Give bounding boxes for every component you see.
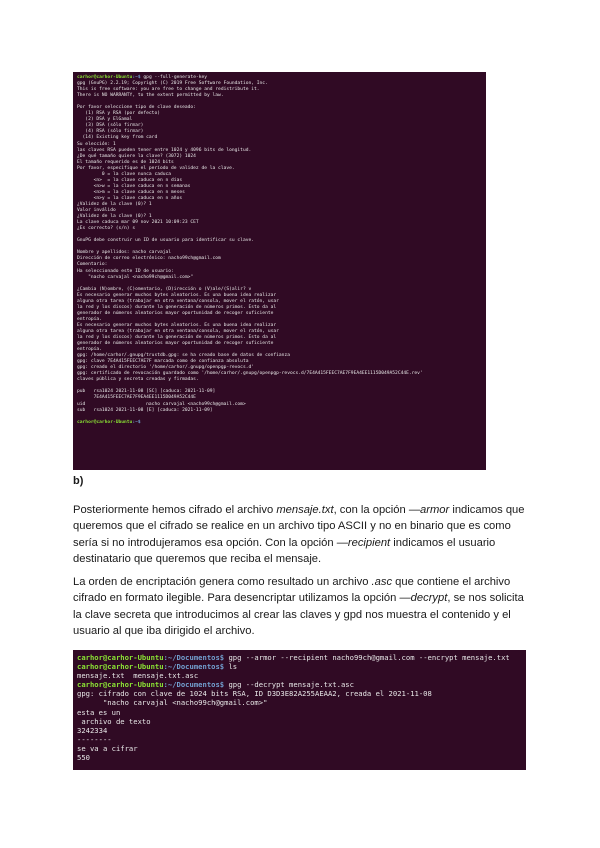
- prompt-command: gpg --armor --recipient nacho99ch@gmail.com --encrypt mensaje.txt: [224, 653, 510, 662]
- prompt-user: carhor@carhor-Ubuntu: [77, 75, 133, 80]
- terminal-output-line: gpg: certificado de revocación guardado como '/home/carhor/.gnupg/openpgp-revocs.d/7E4A415FEEC7AE7F9EA4EE1115D049A52C44E.rev': [77, 371, 423, 377]
- terminal-output-line: 3242334: [77, 725, 108, 735]
- terminal-output-line: entropía.: [77, 347, 102, 353]
- italic-span: —decrypt: [399, 592, 448, 605]
- prompt-path: :~$: [132, 75, 141, 80]
- terminal-prompt-line: [77, 680, 522, 689]
- text-span: indicamos que queremos que el cifrado se realice en un archivo tipo ASCII y no en binario que es como sería si no introdujeramos esa opción. Con la opción: [73, 504, 525, 549]
- italic-span: mensaje.txt: [276, 504, 334, 516]
- prompt-path: :~/Documentos$: [163, 680, 225, 690]
- terminal-output-line: (2) DSA y ElGamal: [77, 117, 133, 123]
- terminal-output-line: Es necesario generar muchos bytes aleatorios. Es una buena idea realizar: [77, 292, 277, 298]
- terminal-output-line: (14) Existing key from card: [77, 135, 158, 141]
- terminal-output-line: alguna otra tarea (trabajar en otra ventana/consola, mover el ratón, usar: [77, 328, 279, 334]
- prompt-path: :~/Documentos$: [163, 653, 225, 662]
- prompt-user: carhor@carhor-Ubuntu: [77, 662, 164, 672]
- terminal-output-line: claves pública y secreta creadas y firmadas.: [77, 377, 199, 383]
- terminal-output-line: El tamaño requerido es de 1024 bits: [77, 159, 174, 165]
- prompt-user: carhor@carhor-Ubuntu: [77, 419, 133, 425]
- prompt-user: carhor@carhor-Ubuntu: [77, 680, 164, 690]
- terminal-output-line: --------: [77, 734, 112, 744]
- text-span: que contiene el archivo cifrado en formato ilegible. Para desencriptar utilizamos la opción: [73, 576, 511, 605]
- text-span: , con la opción: [333, 504, 409, 516]
- terminal-output-line: "nacho carvajal <nacho99ch@gmail.com>": [77, 698, 268, 708]
- terminal-output-line: Dirección de correo electrónico: nacho99ch@gmail.com: [77, 256, 221, 262]
- terminal-output-line: generador de números aleatorios mayor oportunidad de recoger suficiente: [77, 341, 274, 347]
- prompt-command: ls: [224, 662, 238, 672]
- prompt-command: gpg --decrypt mensaje.txt.asc: [224, 680, 354, 690]
- text-span: La orden de encriptación genera como resultado un archivo: [73, 576, 372, 588]
- italic-span: —recipient: [336, 536, 391, 549]
- terminal-output-line: ¿Validez de la clave (0)? 1: [77, 214, 152, 220]
- terminal-output-line: Es necesario generar muchos bytes aleatorios. Es una buena idea realizar: [77, 322, 277, 328]
- terminal-output-line: (3) DSA (sólo firmar): [77, 123, 144, 129]
- terminal-output-line: se va a cifrar: [77, 743, 138, 753]
- terminal-prompt-line: [77, 662, 522, 671]
- terminal-output-line: ¿Cambia (N)ombre, (C)omentario, (D)irección o (V)ale/(S)alir? v: [77, 286, 252, 292]
- terminal-output-line: <n>m = la clave caduca en n meses: [77, 189, 185, 195]
- terminal-output-line: <n>y = la clave caduca en n años: [77, 195, 183, 201]
- terminal-output-line: entropía.: [77, 316, 102, 322]
- terminal-output-line: pub rsa1024 2021-11-08 [SC] [caduca: 2021-11-09]: [77, 389, 216, 395]
- terminal-output-line: sub rsa1024 2021-11-08 [E] [caduca: 2021-11-09]: [77, 407, 213, 413]
- prompt-path: :~/Documentos$: [163, 662, 225, 672]
- prompt-user: carhor@carhor-Ubuntu: [77, 653, 164, 662]
- terminal-output-line: Valor inválido: [77, 208, 116, 214]
- text-span: Posteriormente hemos cifrado el archivo: [73, 504, 277, 516]
- paragraph-decryption-explanation: [73, 574, 528, 640]
- terminal-output-line: Nombre y apellidos: nacho carvajal: [77, 250, 172, 256]
- terminal-output-line: Ha seleccionado este ID de usuario:: [77, 268, 174, 274]
- terminal-output-line: gpg (GnuPG) 2.2.19; Copyright (C) 2019 Free Software Foundation, Inc.: [77, 81, 268, 87]
- terminal-output-line: ¿Es correcto? (s/n) s: [77, 226, 136, 232]
- terminal-output-line: GnuPG debe construir un ID de usuario para identificar su clave.: [77, 238, 255, 244]
- terminal-output-line: This is free software: you are free to change and redistribute it.: [77, 87, 260, 93]
- paragraph-encryption-explanation: [73, 502, 528, 568]
- prompt-path: :~$: [132, 419, 141, 425]
- terminal-output-line: ¿De qué tamaño quiere la clave? (3072) 1024: [77, 153, 196, 159]
- italic-span: —armor: [408, 504, 450, 516]
- terminal-output-line: Por favor seleccione tipo de clave deseado:: [77, 105, 196, 111]
- terminal-output-line: <n>w = la clave caduca en n semanas: [77, 183, 191, 189]
- terminal-output-line: <n> = la clave caduca en n días: [77, 177, 183, 183]
- terminal-output-line: uid nacho carvajal <nacho99ch@gmail.com>: [77, 401, 246, 407]
- terminal-output-line: (1) RSA y RSA (por defecto): [77, 111, 160, 117]
- terminal-output-line: mensaje.txt mensaje.txt.asc: [77, 671, 199, 681]
- terminal-prompt-line: [77, 420, 482, 426]
- prompt-command: gpg --full-generate-key: [140, 75, 208, 80]
- terminal-output-line: Comentario:: [77, 262, 108, 268]
- terminal-output-line: 0 = la clave nunca caduca: [77, 171, 172, 177]
- terminal-output-line: la red y los discos) durante la generación de números primos. Esto da al: [77, 335, 277, 341]
- terminal-output-line: Su elección: 1: [77, 141, 116, 147]
- terminal-output-line: There is NO WARRANTY, to the extent permitted by law.: [77, 93, 224, 99]
- terminal-output-line: 550: [77, 753, 90, 763]
- terminal-output-line: alguna otra tarea (trabajar en otra ventana/consola, mover el ratón, usar: [77, 298, 279, 304]
- figure-label: b): [73, 475, 84, 487]
- terminal-output-line: 7E4A415FEEC7AE7F9EA4EE1115D049A52C44E: [77, 395, 196, 401]
- terminal-output-line: (4) RSA (sólo firmar): [77, 129, 144, 135]
- text-span: , se nos solicita la clave secreta que introducimos al crear las claves y gpd nos muestra el contenido y el usuario al que iba dirigido el archivo.: [73, 592, 524, 638]
- terminal-output-line: gpg: /home/carhor/.gnupg/trustdb.gpg: se ha creado base de datos de confianza: [77, 353, 290, 359]
- terminal-output-line: Por favor, especifique el período de validez de la clave.: [77, 165, 235, 171]
- italic-span: .asc: [371, 576, 393, 588]
- terminal-output-line: la red y los discos) durante la generación de números primos. Esto da al: [77, 304, 277, 310]
- terminal-output-line: gpg: cifrado con clave de 1024 bits RSA, ID D3D3E82A255AEAA2, creada el 2021-11-08: [77, 689, 432, 699]
- terminal-output-line: "nacho carvajal <nacho99ch@gmail.com>": [77, 274, 194, 280]
- terminal-output-line: generador de números aleatorios mayor oportunidad de recoger suficiente: [77, 310, 274, 316]
- terminal-output-line: ¿Validez de la clave (0)? 1: [77, 201, 152, 207]
- terminal-prompt-line: [77, 653, 522, 662]
- terminal-output-line: La clave caduca mar 09 nov 2021 10:09:23 CET: [77, 220, 199, 226]
- terminal-output-line: gpg: clave 7E4A415FEEC7AE7F marcada como de confianza absoluta: [77, 359, 249, 365]
- terminal-screenshot-encrypt-decrypt: [73, 650, 526, 770]
- text-span: indicamos el usuario destinatario que queremos que reciba el mensaje.: [73, 536, 496, 566]
- terminal-output-line: archivo de texto: [77, 716, 151, 726]
- terminal-output-line: gpg: creado el directorio '/home/carhor/.gnupg/openpgp-revocs.d': [77, 365, 255, 371]
- terminal-output-line: las claves RSA pueden tener entre 1024 y 4096 bits de longitud.: [77, 147, 252, 153]
- terminal-screenshot-key-generation: [73, 72, 486, 470]
- terminal-output-line: esta es un: [77, 707, 121, 717]
